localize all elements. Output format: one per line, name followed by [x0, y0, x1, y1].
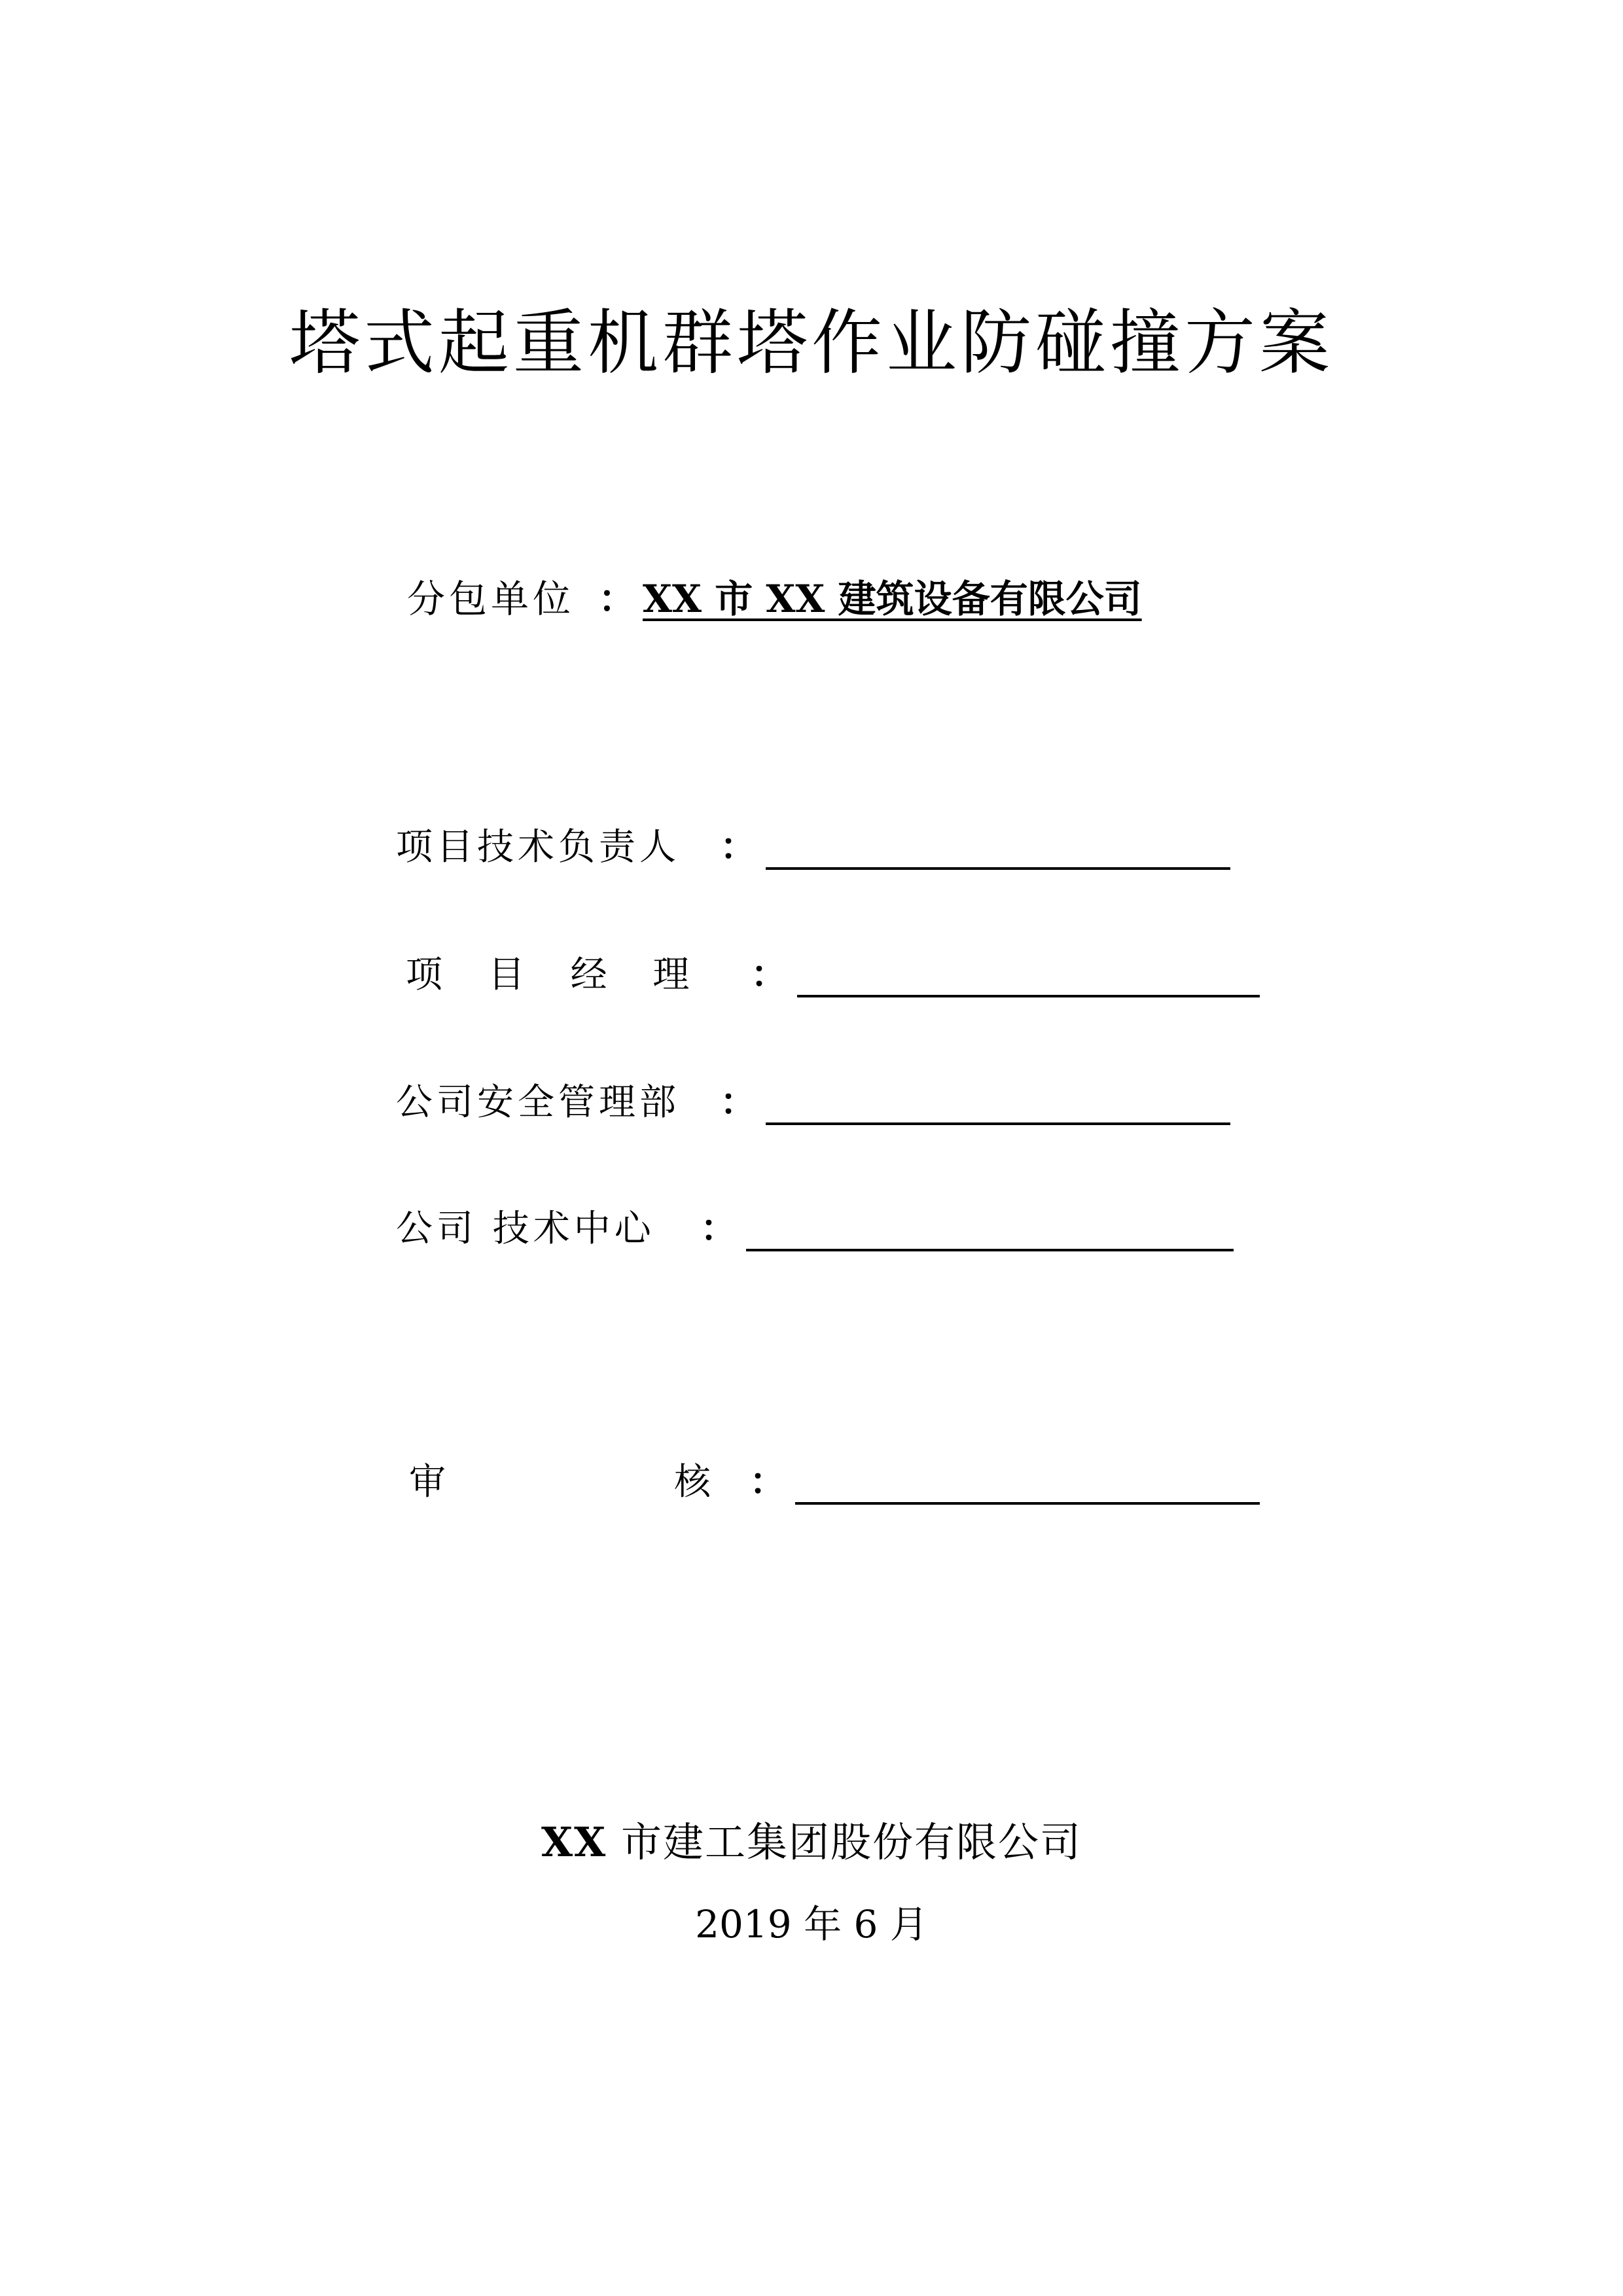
review-label-left: 审 — [409, 1461, 450, 1503]
subcontractor-name: XX 市 XX 建筑设备有限公司 — [643, 577, 1142, 621]
subcontractor-line — [407, 569, 1142, 628]
signature-line-technical-lead[interactable] — [766, 867, 1230, 870]
signature-row-technical-center — [396, 1203, 1247, 1255]
signature-row-review — [409, 1456, 1260, 1509]
signature-label-project-manager: 项 目 经 理 — [406, 954, 707, 996]
signature-colon: ： — [720, 826, 757, 869]
signature-row-technical-lead — [396, 821, 1247, 874]
subcontractor-label: 分包单位 — [407, 577, 575, 621]
signature-colon: ： — [749, 1461, 786, 1503]
signature-line-project-manager[interactable] — [797, 995, 1260, 997]
signature-colon: ： — [700, 1208, 737, 1250]
signature-line-technical-center[interactable] — [746, 1249, 1234, 1251]
company-name — [0, 1813, 1623, 1872]
company-name-rest: 市建工集团股份有限公司 — [607, 1818, 1082, 1866]
company-name-prefix: XX — [541, 1818, 607, 1866]
signature-label-technical-center: 公司 技术中心 — [396, 1208, 655, 1250]
signature-row-safety-department — [396, 1077, 1247, 1129]
signature-label-technical-lead: 项目技术负责人 — [396, 826, 680, 869]
document-title: 塔式起重机群塔作业防碰撞方案 — [289, 302, 1334, 384]
review-label-right: 核 — [674, 1461, 715, 1503]
signature-line-review[interactable] — [795, 1502, 1260, 1505]
signature-colon: ： — [751, 954, 787, 996]
signature-label-safety-department: 公司安全管理部 — [396, 1081, 680, 1124]
subcontractor-colon: ： — [598, 577, 637, 621]
signature-row-project-manager — [406, 949, 1257, 1001]
signature-colon: ： — [720, 1081, 757, 1124]
document-date: 2019 年 6 月 — [695, 1902, 928, 1946]
signature-line-safety-department[interactable] — [766, 1122, 1230, 1125]
